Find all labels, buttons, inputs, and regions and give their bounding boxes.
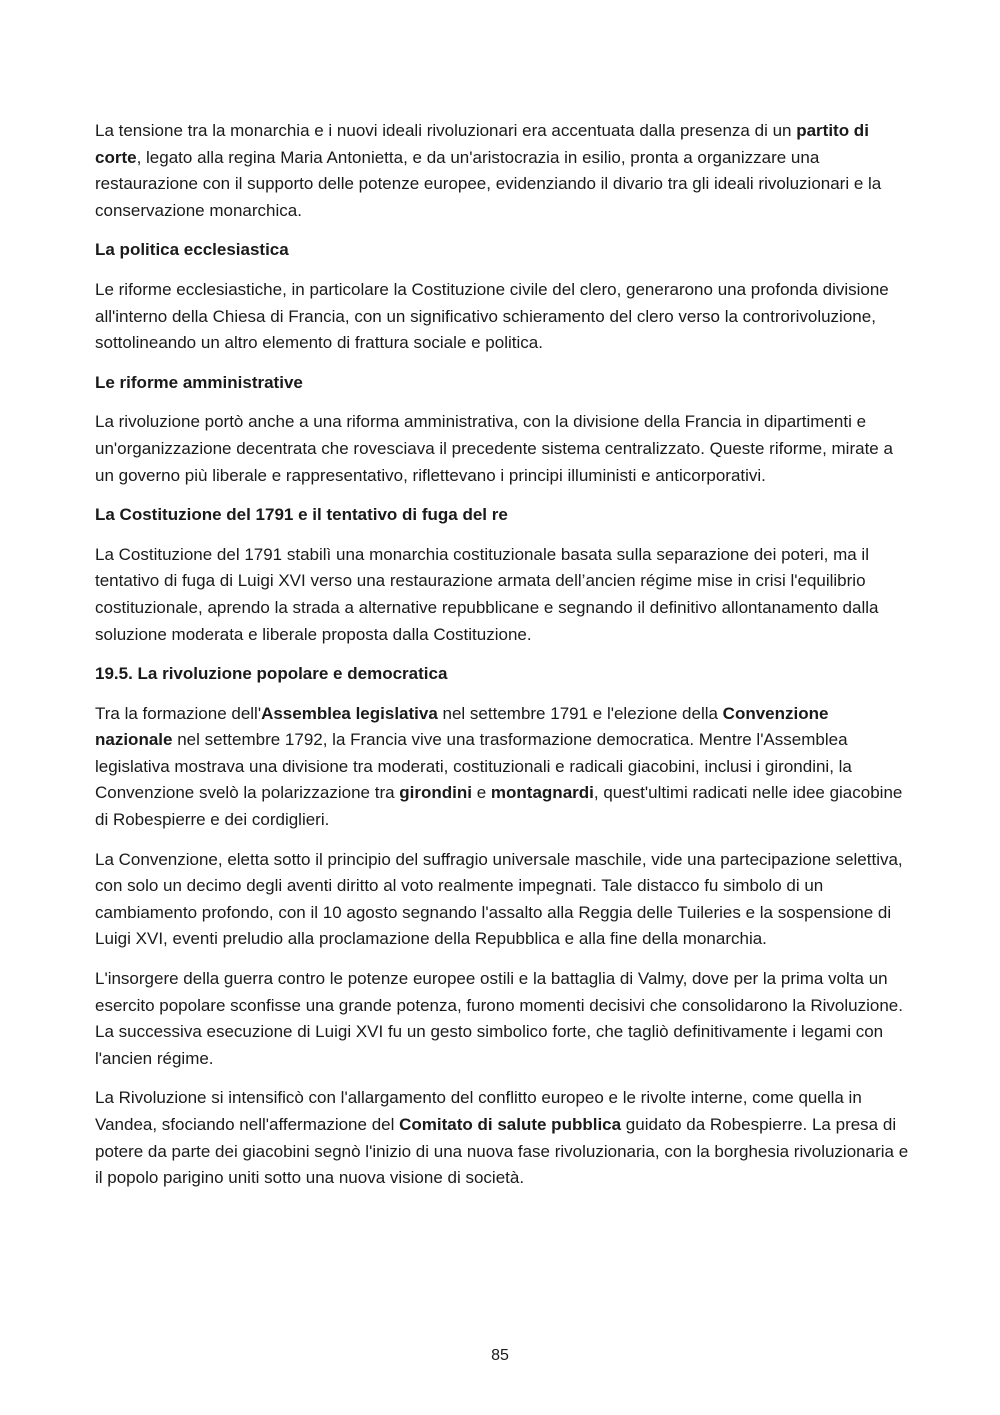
paragraph-assemblea-convenzione [95, 701, 910, 834]
section-heading: Le riforme amministrative [95, 372, 303, 392]
paragraph-partito-di-corte [95, 118, 910, 224]
section-heading: La politica ecclesiastica [95, 240, 289, 260]
section-heading: 19.5. La rivoluzione popolare e democratica [95, 664, 448, 684]
text-segment: nel settembre 1792, la Francia vive una trasformazione democratica. Mentre l'Assemblea legislativa mostrava una divisione tra moderati, costituzionali e radicali giacobini, inclusi i girondini, la Convenzione svelò la polarizzazione tra [95, 730, 852, 803]
paragraph-convenzione-suffragio [95, 847, 910, 953]
text-segment: La Convenzione, eletta sotto il principio del suffragio universale maschile, vide una partecipazione selettiva, con solo un decimo degli aventi diritto al voto realmente impegnati. Tale distacco fu simbolo di un cambiamento profondo, con il 10 agosto segnando l'assalto alla Reggia delle Tuileries e la sospensione di Luigi XVI, eventi preludio alla proclamazione della Repubblica e alla fine della monarchia. [95, 849, 903, 949]
paragraph-costituzione-1791 [95, 542, 910, 648]
paragraph-guerra-valmy [95, 966, 910, 1072]
bold-term: girondini [399, 783, 473, 803]
bold-term: Assemblea legislativa [261, 703, 438, 723]
bold-term: partito di corte [95, 121, 869, 167]
page-body [95, 118, 910, 1205]
text-segment: e [472, 783, 491, 803]
text-segment: nel settembre 1791 e l'elezione della [437, 703, 723, 723]
text-segment: , quest'ultimi radicati nelle idee giacobine di Robespierre e dei cordiglieri. [95, 783, 903, 830]
bold-term: Convenzione nazionale [95, 703, 829, 750]
paragraph-comitato-salute-pubblica [95, 1085, 910, 1191]
bold-term: montagnardi [490, 783, 594, 803]
text-segment: La Costituzione del 1791 stabilì una monarchia costituzionale basata sulla separazione dei poteri, ma il tentativo di fuga di Luigi XVI verso una restaurazione armata dell’ancien régime mise in crisi l'equilibrio costituzionale, aprendo la strada a alternative repubblicane e segnando il definitivo allontanamento dalla soluzione moderata e liberale proposta dalla Costituzione. [95, 544, 879, 644]
text-segment: La Rivoluzione si intensificò con l'allargamento del conflitto europeo e le rivolte interne, come quella in Vandea, sfociando nell'affermazione del [95, 1088, 862, 1134]
text-segment: L'insorgere della guerra contro le potenze europee ostili e la battaglia di Valmy, dove per la prima volta un esercito popolare sconfisse una grande potenza, furono momenti decisivi che consolidarono la Rivoluzione. La successiva esecuzione di Luigi XVI fu un gesto simbolico forte, che tagliò definitivamente i legami con l'ancien régime. [95, 969, 903, 1068]
text-segment: guidato da Robespierre. La presa di potere da parte dei giacobini segnò l'inizio di una nuova fase rivoluzionaria, con la borghesia rivoluzionaria e il popolo parigino uniti sotto una nuova visione di società. [95, 1115, 909, 1188]
section-heading: La Costituzione del 1791 e il tentativo di fuga del re [95, 505, 508, 525]
text-segment: Le riforme ecclesiastiche, in particolare la Costituzione civile del clero, generarono una profonda divisione all'interno della Chiesa di Francia, con un significativo schieramento del clero verso la controrivoluzione, sottolineando un altro elemento di frattura sociale e politica. [95, 279, 889, 353]
paragraph-riforme-amministrative [95, 409, 910, 489]
text-segment: La rivoluzione portò anche a una riforma amministrativa, con la divisione della Francia in dipartimenti e un'organizzazione decentrata che rovesciava il precedente sistema centralizzato. Queste riforme, mirate a un governo più liberale e rappresentativo, riflettevano i principi illuministi e anticorporativi. [95, 412, 893, 485]
text-segment: La tensione tra la monarchia e i nuovi ideali rivoluzionari era accentuata dalla presenza di un [95, 121, 797, 140]
bold-term: Comitato di salute pubblica [399, 1115, 622, 1134]
text-segment: Tra la formazione dell' [95, 703, 262, 723]
page-number: 85 [491, 1347, 509, 1364]
text-segment: , legato alla regina Maria Antonietta, e da un'aristocrazia in esilio, pronta a organizzare una restaurazione con il supporto delle potenze europee, evidenziando il divario tra gli ideali rivoluzionari e la conservazione monarchica. [95, 147, 882, 220]
paragraph-politica-ecclesiastica [95, 277, 910, 357]
